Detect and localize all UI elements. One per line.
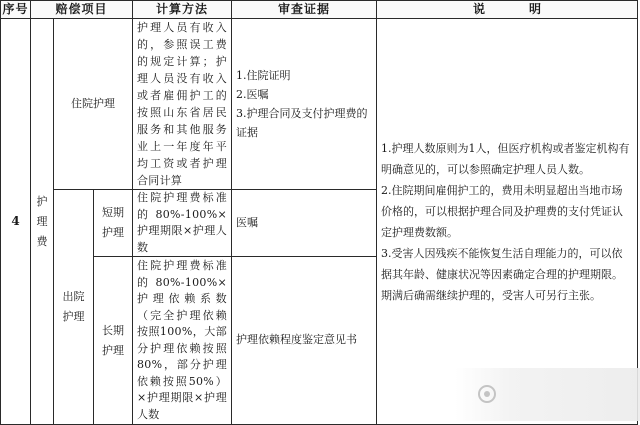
header-explain	[377, 1, 638, 19]
watermark	[455, 368, 640, 421]
inpatient-method: 护理人员有收入的，参照误工费的规定计算；护理人员没有收入或者雇佣护工的按照山东省居民服务和其他服务业上一年度年平均工资或者护理合同计算	[133, 19, 232, 190]
category-label: 护理费	[36, 194, 48, 248]
explanation-item: 1.护理人数原则为1人，但医疗机构或者鉴定机构有明确意见的，可以参照确定护理人员人数。	[381, 141, 630, 176]
header-seq: 序号	[1, 1, 31, 19]
category-cell	[31, 19, 54, 425]
header-item: 赔偿项目	[31, 1, 133, 19]
short-term-method: 住院护理费标准的80%-100%×护理期限×护理人数	[133, 190, 232, 257]
inpatient-evidence-item: 2.医嘱	[236, 88, 269, 101]
inpatient-row	[1, 19, 638, 190]
inpatient-label: 住院护理	[54, 19, 133, 190]
inpatient-evidence-item: 3.护理合同及支付护理费的证据	[236, 107, 368, 139]
short-term-label: 短期护理	[102, 206, 124, 239]
inpatient-evidence-item: 1.住院证明	[236, 69, 291, 82]
inpatient-evidence	[232, 19, 377, 190]
header-row	[1, 1, 638, 19]
long-term-method: 住院护理费标准的80%-100%×护理依赖系数（完全护理依赖按照100%，大部分护理依赖按照80%，部分护理依赖按照50%）×护理期限×护理人数	[133, 257, 232, 425]
outpatient-cell	[54, 190, 94, 425]
header-method: 计算方法	[133, 1, 232, 19]
header-explain-left: 说	[472, 2, 485, 16]
long-term-cell	[94, 257, 133, 425]
long-term-evidence: 护理依赖程度鉴定意见书	[232, 257, 377, 425]
outpatient-label: 出院护理	[62, 290, 85, 323]
short-term-cell	[94, 190, 133, 257]
long-term-label: 长期护理	[102, 323, 124, 357]
watermark-logo-icon	[477, 384, 497, 404]
header-evidence: 审查证据	[232, 1, 377, 19]
explanation-cell	[377, 19, 638, 425]
header-explain-right: 明	[529, 2, 542, 16]
explanation-item: 3.受害人因残疾不能恢复生活自理能力的，可以依据其年龄、健康状况等因素确定合理的护理期限。期满后确需继续护理的，受害人可另行主张。	[381, 246, 623, 302]
short-term-evidence: 医嘱	[232, 190, 377, 257]
row-number: 4	[1, 19, 31, 425]
explanation-item: 2.住院期间雇佣护工的，费用未明显超出当地市场价格的，可以根据护理合同及护理费的支付凭证认定护理费数额。	[381, 183, 623, 239]
